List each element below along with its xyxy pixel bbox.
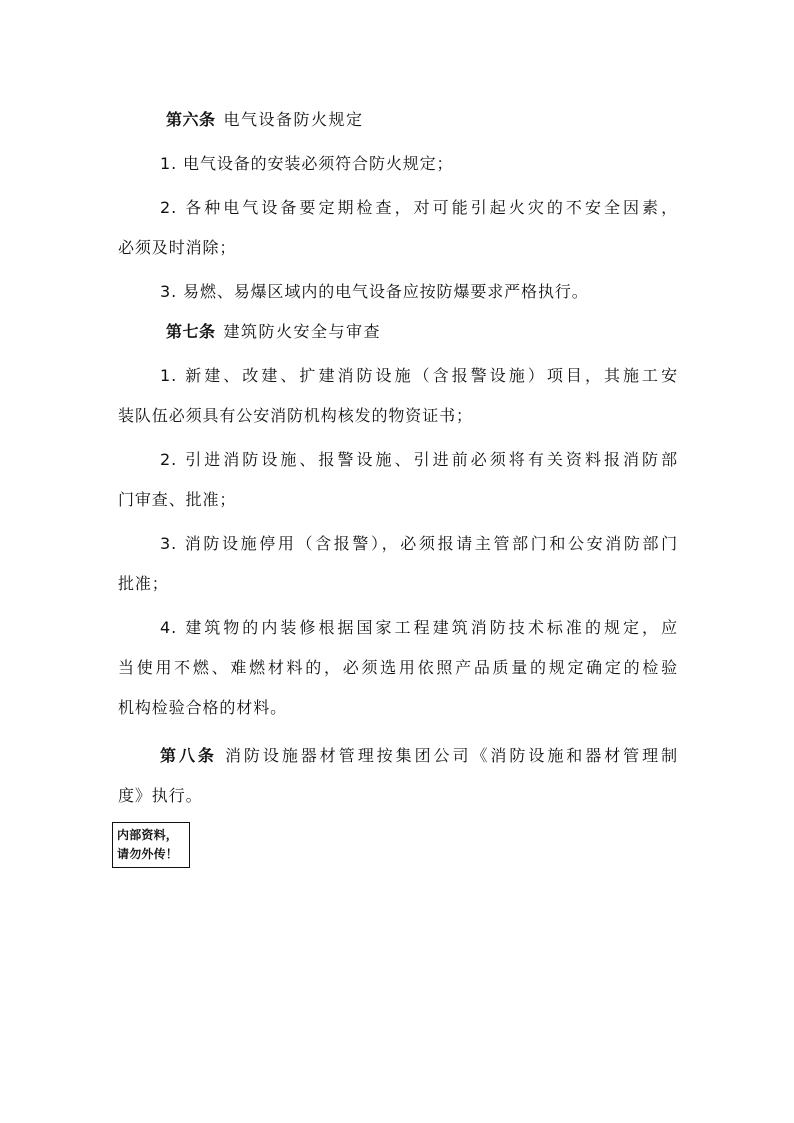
article-7-item-1-line-2: 装队伍必须具有公安消防机构核发的物资证书； (118, 406, 473, 425)
article-7-item-2-line-1: 2. 引进消防设施、报警设施、引进前必须将有关资料报消防部 (160, 450, 678, 469)
document-body (118, 100, 678, 816)
article-7-item-4-line-1: 4. 建筑物的内装修根据国家工程建筑消防技术标准的规定，应 (160, 618, 678, 637)
article-7-item-4-line-3: 机构检验合格的材料。 (118, 698, 288, 717)
article-8-line-1 (118, 736, 678, 776)
article-7-item-1-line-1: 1. 新建、改建、扩建消防设施（含报警设施）项目，其施工安 (160, 366, 678, 385)
article-7-title: 建筑防火安全与审查 (223, 322, 382, 341)
confidential-stamp (112, 822, 190, 868)
article-6-number: 第六条 (166, 110, 216, 129)
article-6-item-2-line-2: 必须及时消除； (118, 238, 237, 257)
article-8-number: 第八条 (160, 746, 217, 765)
article-7-number: 第七条 (166, 322, 216, 341)
article-7-item-3-line-2: 批准； (118, 574, 169, 593)
article-7-item-2-line-2: 门审查、批准； (118, 490, 237, 509)
article-6-title: 电气设备防火规定 (223, 110, 364, 129)
article-7-heading (118, 312, 678, 352)
stamp-line-2: 请勿外传！ (117, 847, 179, 861)
article-8-text-1: 消防设施器材管理按集团公司《消防设施和器材管理制 (224, 746, 678, 765)
article-7-item-4-line-2: 当使用不燃、难燃材料的，必须选用依照产品质量的规定确定的检验 (118, 658, 678, 677)
article-6-item-2-line-1: 2. 各种电气设备要定期检查，对可能引起火灾的不安全因素， (160, 198, 678, 217)
article-6-heading (118, 100, 678, 140)
article-8-line-2: 度》执行。 (118, 786, 203, 805)
stamp-line-1: 内部资料， (117, 828, 179, 842)
article-6-item-3: 3. 易燃、易爆区域内的电气设备应按防爆要求严格执行。 (160, 282, 589, 301)
article-7-item-3-line-1: 3. 消防设施停用（含报警），必须报请主管部门和公安消防部门 (160, 534, 678, 553)
article-6-item-1: 1. 电气设备的安装必须符合防火规定； (160, 154, 454, 173)
